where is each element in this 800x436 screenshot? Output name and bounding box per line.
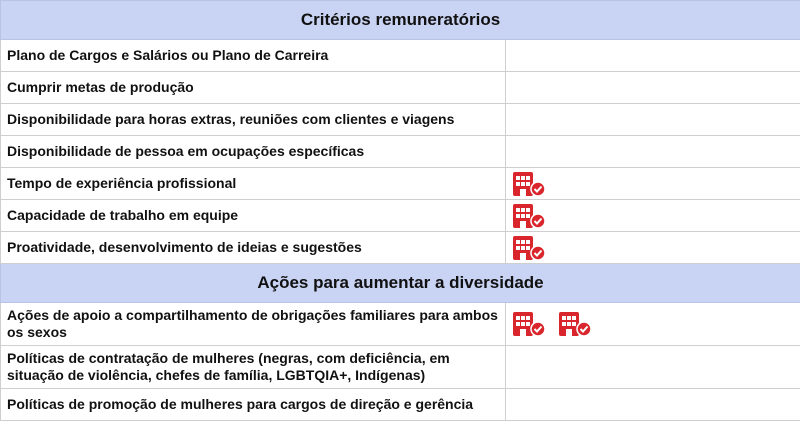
section-title: Critérios remuneratórios	[1, 1, 800, 40]
row-label: Disponibilidade para horas extras, reuniões com clientes e viagens	[1, 104, 506, 136]
table-row	[1, 232, 800, 264]
table-row	[1, 168, 800, 200]
table-row	[1, 389, 800, 421]
row-icons	[506, 72, 800, 104]
table-row	[1, 200, 800, 232]
row-icons	[506, 168, 800, 200]
company-check-icon	[512, 311, 546, 337]
row-label: Proatividade, desenvolvimento de ideias e sugestões	[1, 232, 506, 264]
row-label: Tempo de experiência profissional	[1, 168, 506, 200]
row-label: Cumprir metas de produção	[1, 72, 506, 104]
row-icons	[506, 200, 800, 232]
row-icons	[506, 346, 800, 389]
table-row	[1, 40, 800, 72]
row-label: Disponibilidade de pessoa em ocupações específicas	[1, 136, 506, 168]
row-icons	[506, 104, 800, 136]
table-row	[1, 72, 800, 104]
row-label: Políticas de contratação de mulheres (negras, com deficiência, em situação de violência, chefes de família, LGBTQIA+, Indígenas)	[1, 346, 506, 389]
section-title: Ações para aumentar a diversidade	[1, 264, 800, 303]
row-icons	[506, 232, 800, 264]
row-label: Capacidade de trabalho em equipe	[1, 200, 506, 232]
row-label: Plano de Cargos e Salários ou Plano de Carreira	[1, 40, 506, 72]
table-row	[1, 346, 800, 389]
table-row	[1, 303, 800, 346]
row-label: Ações de apoio a compartilhamento de obrigações familiares para ambos os sexos	[1, 303, 506, 346]
company-check-icon	[512, 171, 546, 197]
row-icons	[506, 40, 800, 72]
company-check-icon	[512, 203, 546, 229]
row-icons	[506, 136, 800, 168]
row-icons	[506, 389, 800, 421]
company-check-icon	[512, 235, 546, 261]
row-icons	[506, 303, 800, 346]
table-row	[1, 136, 800, 168]
table-row	[1, 104, 800, 136]
section-header-remuneration	[1, 1, 800, 40]
company-check-icon	[558, 311, 592, 337]
section-header-diversity	[1, 264, 800, 303]
row-label: Políticas de promoção de mulheres para cargos de direção e gerência	[1, 389, 506, 421]
